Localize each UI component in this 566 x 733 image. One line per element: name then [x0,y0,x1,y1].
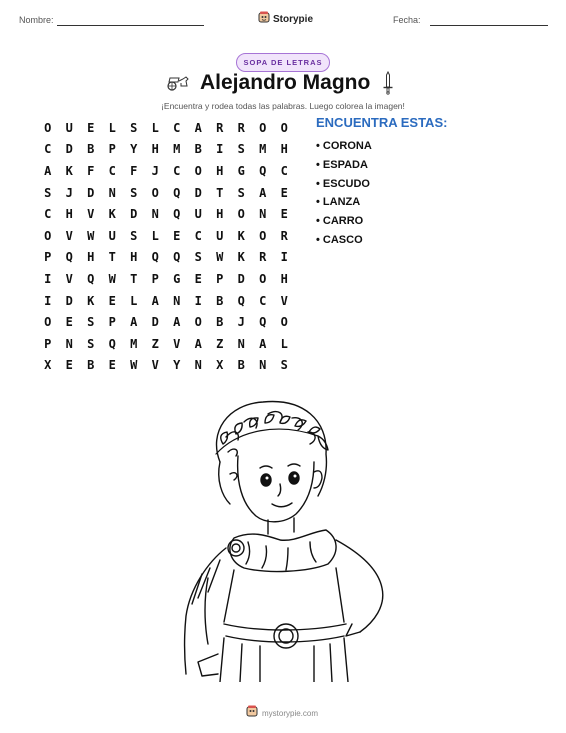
word-list-item: • ESCUDO [316,177,370,190]
grid-letter[interactable]: A [194,336,202,351]
grid-letter[interactable]: H [280,142,288,157]
grid-letter[interactable]: H [130,250,138,265]
grid-letter[interactable]: S [130,120,138,135]
grid-letter[interactable]: R [237,120,245,135]
grid-letter[interactable]: B [87,142,95,157]
grid-letter[interactable]: A [259,336,267,351]
grid-letter[interactable]: E [194,271,202,286]
grid-letter[interactable]: N [173,293,181,308]
grid-letter[interactable]: V [280,293,288,308]
grid-letter[interactable]: X [216,358,224,373]
grid-letter[interactable]: C [173,120,181,135]
footer [246,704,318,722]
grid-letter[interactable]: B [87,358,95,373]
grid-row [37,182,295,204]
grid-letter[interactable]: N [259,358,267,373]
page-title: Alejandro Magno [200,71,371,94]
grid-letter[interactable]: C [194,228,202,243]
grid-letter[interactable]: R [280,228,288,243]
word-search-grid[interactable] [37,117,295,376]
grid-letter[interactable]: P [108,315,116,330]
grid-letter[interactable]: Q [173,250,181,265]
grid-letter[interactable]: R [259,250,267,265]
grid-row [37,225,295,247]
brand [258,10,313,28]
grid-letter[interactable]: O [194,163,202,178]
date-line [430,25,548,26]
grid-letter[interactable]: S [237,142,245,157]
grid-letter[interactable]: L [130,293,138,308]
word-list-item: • CASCO [316,233,363,246]
grid-letter[interactable]: S [87,315,95,330]
grid-letter[interactable]: J [151,163,159,178]
grid-letter[interactable]: L [151,120,159,135]
word-list [316,137,372,250]
grid-letter[interactable]: A [130,315,138,330]
grid-letter[interactable]: L [108,120,116,135]
grid-letter[interactable]: M [259,142,267,157]
grid-letter[interactable]: A [194,120,202,135]
word-list-item: • CARRO [316,215,364,228]
chariot-icon [166,75,190,96]
grid-letter[interactable]: C [44,142,52,157]
alexander-coloring-illustration [168,392,398,687]
grid-letter[interactable]: S [44,185,52,200]
grid-letter[interactable]: P [44,250,52,265]
grid-letter[interactable]: A [173,315,181,330]
grid-letter[interactable]: E [280,207,288,222]
grid-letter[interactable]: Q [259,315,267,330]
grid-letter[interactable]: R [216,120,224,135]
grid-letter[interactable]: A [151,293,159,308]
grid-letter[interactable]: J [237,315,245,330]
footer-url[interactable]: mystorypie.com [262,708,319,718]
grid-letter[interactable]: U [108,228,116,243]
worksheet-type-badge: SOPA DE LETRAS [236,53,330,72]
grid-letter[interactable]: K [237,250,245,265]
grid-letter[interactable]: H [216,207,224,222]
grid-letter[interactable]: Q [108,336,116,351]
grid-letter[interactable]: B [237,358,245,373]
grid-letter[interactable]: Q [87,271,95,286]
grid-letter[interactable]: Q [237,293,245,308]
grid-letter[interactable]: Z [216,336,224,351]
grid-letter[interactable]: Z [151,336,159,351]
grid-letter[interactable]: O [280,315,288,330]
grid-letter[interactable]: E [65,358,73,373]
grid-letter[interactable]: S [87,336,95,351]
grid-letter[interactable]: I [194,293,202,308]
grid-letter[interactable]: E [108,358,116,373]
grid-letter[interactable]: G [173,271,181,286]
grid-letter[interactable]: Q [173,207,181,222]
grid-letter[interactable]: S [237,185,245,200]
grid-letter[interactable]: D [194,185,202,200]
storypie-footer-logo-icon [246,704,258,722]
word-list-item: • ESPADA [316,158,368,171]
grid-letter[interactable]: D [151,315,159,330]
grid-letter[interactable]: I [280,250,288,265]
grid-letter[interactable]: N [259,207,267,222]
grid-letter[interactable]: C [108,163,116,178]
grid-letter[interactable]: O [237,207,245,222]
grid-letter[interactable]: O [44,228,52,243]
grid-letter[interactable]: I [44,271,52,286]
grid-letter[interactable]: Y [130,142,138,157]
grid-letter[interactable]: N [108,185,116,200]
grid-letter[interactable]: S [130,185,138,200]
instructions: ¡Encuentra y rodea todas las palabras. Luego colorea la imagen! [161,101,405,111]
grid-letter[interactable]: S [130,228,138,243]
grid-letter[interactable]: Y [173,358,181,373]
grid-letter[interactable]: T [216,185,224,200]
grid-letter[interactable]: A [259,185,267,200]
grid-row [37,268,295,290]
grid-letter[interactable]: X [44,358,52,373]
grid-letter[interactable]: V [65,271,73,286]
grid-letter[interactable]: N [237,336,245,351]
grid-letter[interactable]: H [65,207,73,222]
grid-row [37,311,295,333]
grid-letter[interactable]: Q [65,250,73,265]
grid-letter[interactable]: I [216,142,224,157]
grid-row [37,203,295,225]
grid-letter[interactable]: O [44,315,52,330]
grid-letter[interactable]: P [151,271,159,286]
name-line [57,25,204,26]
grid-letter[interactable]: B [194,142,202,157]
grid-letter[interactable]: S [194,250,202,265]
date-label: Fecha: [393,15,421,25]
grid-letter[interactable]: U [216,228,224,243]
grid-letter[interactable]: W [87,228,95,243]
grid-letter[interactable]: O [259,120,267,135]
grid-letter[interactable]: Q [259,163,267,178]
grid-letter[interactable]: V [87,207,95,222]
name-label: Nombre: [19,15,54,25]
grid-letter[interactable]: E [65,315,73,330]
grid-letter[interactable]: I [44,293,52,308]
grid-letter[interactable]: N [65,336,73,351]
grid-letter[interactable]: O [151,185,159,200]
grid-letter[interactable]: W [108,271,116,286]
grid-row [37,160,295,182]
grid-letter[interactable]: A [44,163,52,178]
grid-row [37,117,295,139]
grid-letter[interactable]: T [130,271,138,286]
grid-letter[interactable]: V [151,358,159,373]
grid-letter[interactable]: B [216,293,224,308]
grid-letter[interactable]: O [259,228,267,243]
word-list-title: ENCUENTRA ESTAS: [316,115,448,130]
grid-letter[interactable]: O [280,120,288,135]
grid-letter[interactable]: S [280,358,288,373]
grid-letter[interactable]: J [65,185,73,200]
grid-letter[interactable]: N [194,358,202,373]
brand-name: Storypie [273,13,314,25]
grid-letter[interactable]: P [44,336,52,351]
grid-letter[interactable]: V [173,336,181,351]
grid-letter[interactable]: D [237,271,245,286]
grid-letter[interactable]: O [44,120,52,135]
grid-letter[interactable]: G [237,163,245,178]
grid-letter[interactable]: E [173,228,181,243]
grid-letter[interactable]: D [130,207,138,222]
grid-letter[interactable]: M [173,142,181,157]
grid-letter[interactable]: O [194,315,202,330]
grid-letter[interactable]: N [151,207,159,222]
grid-letter[interactable]: B [216,315,224,330]
grid-row [37,247,295,269]
grid-letter[interactable]: C [173,163,181,178]
grid-letter[interactable]: L [280,336,288,351]
grid-letter[interactable]: P [216,271,224,286]
grid-letter[interactable]: C [44,207,52,222]
grid-letter[interactable]: H [151,142,159,157]
grid-letter[interactable]: P [108,142,116,157]
grid-letter[interactable]: E [108,293,116,308]
grid-letter[interactable]: D [65,142,73,157]
grid-letter[interactable]: C [259,293,267,308]
grid-letter[interactable]: K [65,163,73,178]
grid-letter[interactable]: T [108,250,116,265]
grid-letter[interactable]: V [65,228,73,243]
grid-letter[interactable]: D [87,185,95,200]
grid-row [37,355,295,377]
sword-icon [382,71,394,100]
grid-letter[interactable]: H [87,250,95,265]
storypie-logo-icon [258,10,270,28]
grid-letter[interactable]: K [237,228,245,243]
grid-letter[interactable]: F [87,163,95,178]
grid-letter[interactable]: U [65,120,73,135]
grid-letter[interactable]: W [130,358,138,373]
grid-letter[interactable]: D [65,293,73,308]
grid-letter[interactable]: H [280,271,288,286]
grid-letter[interactable]: M [130,336,138,351]
grid-letter[interactable]: U [194,207,202,222]
grid-row [37,290,295,312]
word-list-item: • LANZA [316,196,361,209]
word-list-item: • CORONA [316,140,372,152]
grid-letter[interactable]: H [216,163,224,178]
grid-letter[interactable]: L [151,228,159,243]
grid-row [37,333,295,355]
grid-letter[interactable]: E [87,120,95,135]
grid-letter[interactable]: K [87,293,95,308]
grid-row [37,139,295,161]
grid-letter[interactable]: O [259,271,267,286]
grid-letter[interactable]: W [216,250,224,265]
grid-letter[interactable]: E [280,185,288,200]
grid-letter[interactable]: Q [173,185,181,200]
grid-letter[interactable]: K [108,207,116,222]
grid-letter[interactable]: Q [151,250,159,265]
grid-letter[interactable]: C [280,163,288,178]
grid-letter[interactable]: F [130,163,138,178]
